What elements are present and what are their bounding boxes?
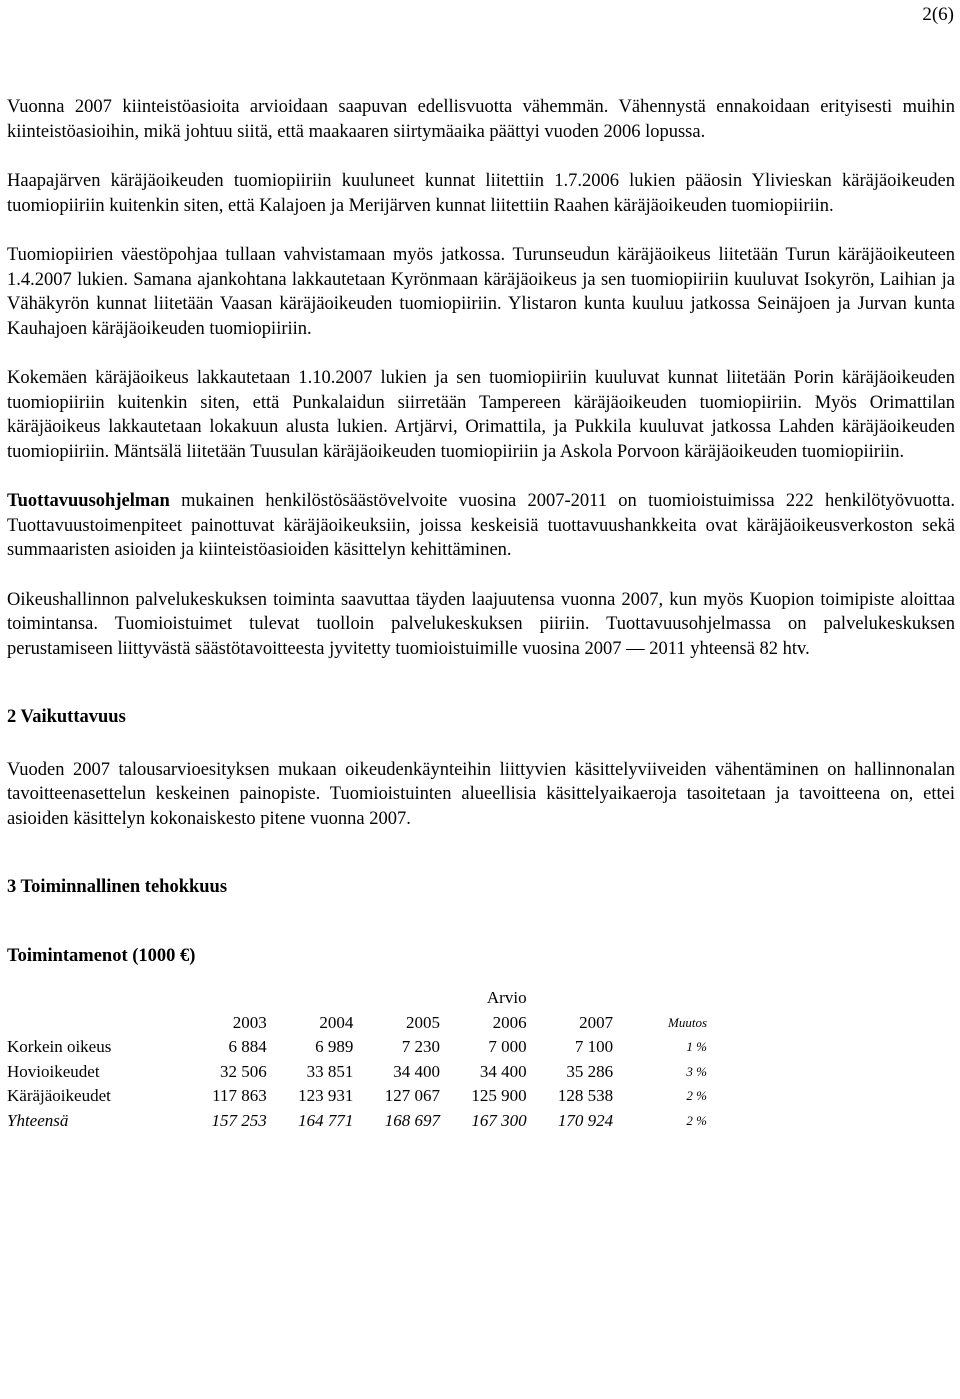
arvio-label: Arvio: [486, 988, 527, 1007]
row-label: Korkein oikeus: [7, 1037, 112, 1056]
muutos-cell: 2 %: [686, 1112, 707, 1128]
heading-vaikuttavuus: 2 Vaikuttavuus: [7, 707, 126, 727]
muutos-header: Muutos: [668, 1014, 707, 1030]
table-cell: 128 538: [557, 1086, 614, 1105]
table-cell: 7 100: [574, 1037, 614, 1056]
table-header-row: [7, 1011, 707, 1036]
toimintamenot-table: [7, 986, 707, 1133]
table-cell: 34 400: [393, 1061, 440, 1081]
year-header: 2004: [319, 1012, 354, 1032]
table-cell: 164 771: [298, 1110, 354, 1130]
table-cell: 168 697: [384, 1110, 440, 1130]
year-header: 2006: [492, 1012, 527, 1032]
heading-toiminnallinen-tehokkuus: 3 Toiminnallinen tehokkuus: [7, 877, 228, 897]
paragraph-tuottavuusohjelma: [7, 489, 955, 563]
paragraph-haapajarvi: Haapajärven käräjäoikeuden tuomiopiiriin kuuluneet kunnat liitettiin 1.7.2006 lukien pääosin Ylivieskan käräjäoikeuden tuomiopiiriin kuitenkin siten, että Kalajoen ja Merijärven kunnat liitettiin Raahen käräjäoikeuden tuomiopiiriin.: [7, 171, 955, 216]
row-label: Hovioikeudet: [7, 1061, 100, 1081]
table-cell: 32 506: [220, 1061, 267, 1081]
document-body: [7, 95, 955, 1133]
year-header: 2005: [405, 1012, 440, 1032]
table-total-row: [7, 1109, 707, 1134]
table-cell: 167 300: [471, 1110, 527, 1130]
table-row: [7, 1035, 707, 1060]
heading-toimintamenot: Toimintamenot (1000 €): [7, 945, 196, 966]
muutos-cell: 1 %: [686, 1039, 707, 1054]
table-cell: 34 400: [479, 1061, 527, 1081]
paragraph-kokemaki: Kokemäen käräjäoikeus lakkautetaan 1.10.2007 lukien ja sen tuomiopiiriin kuuluvat kunnat liitetään Porin käräjäoikeuden tuomiopiiriin kuitenkin siten, että Punkalaidun siirretään Tampereen käräjäoikeuden tuomiopiiriin. Myös Orimattilan käräjäoikeus lakkautetaan lokakuun alusta lukien. Artjärvi, Orimattila, ja Pukkila kuuluvat jatkossa Lahden käräjäoikeuden tuomiopiiriin. Mäntsälä liitetään Tuusulan käräjäoikeuden tuomiopiiriin ja Askola Porvoon käräjäoikeuden tuomiopiiriin.: [7, 368, 955, 462]
row-label: Yhteensä: [7, 1110, 69, 1130]
table-arvio-row: [7, 986, 707, 1011]
table-cell: 33 851: [306, 1061, 354, 1081]
paragraph-palvelukeskus: Oikeushallinnon palvelukeskuksen toiminta saavuttaa täyden laajuutensa vuonna 2007, kun myös Kuopion toimipiste aloittaa toimintansa. Tuomioistuimet tulevat tuolloin palvelukeskuksen piiriin. Tuottavuusohjelmassa on palvelukeskuksen perustamiseen liittyvästä säästötavoitteesta jyvitetty tuomioistuimille vuosina 2007 — 2011 yhteensä 82 htv.: [7, 589, 955, 659]
year-header: 2007: [579, 1012, 614, 1032]
paragraph-vaikuttavuus: Vuoden 2007 talousarvioesityksen mukaan oikeudenkäynteihin liittyvien käsittelyviiveiden vähentäminen on hallinnonalan tavoitteenasettelun keskeinen painopiste. Tuomioistuinten alueellisia käsittelyaikaeroja tasoitetaan ja tavoitteena on, ettei asioiden käsittelyn kokonaiskesto pitene vuonna 2007.: [7, 759, 955, 829]
tuottavuusohjelma-term: Tuottavuusohjelman: [7, 491, 170, 511]
page-number: 2(6): [922, 4, 954, 25]
paragraph-kiinteistoasiat: Vuonna 2007 kiinteistöasioita arvioidaan saapuvan edellisvuotta vähemmän. Vähennystä ennakoidaan erityisesti muihin kiinteistöasioihin, mikä johtuu siitä, että maakaaren siirtymäaika päättyi vuoden 2006 lopussa.: [7, 97, 955, 142]
table-cell: 127 067: [384, 1086, 440, 1105]
row-label: Käräjäoikeudet: [7, 1086, 111, 1105]
table-cell: 117 863: [212, 1086, 267, 1105]
muutos-cell: 2 %: [686, 1088, 707, 1103]
table-cell: 170 924: [557, 1110, 614, 1130]
muutos-cell: 3 %: [686, 1063, 707, 1079]
table-cell: 6 884: [228, 1037, 267, 1056]
table-row: [7, 1060, 707, 1085]
table-cell: 7 230: [401, 1037, 440, 1056]
table-cell: 123 931: [298, 1086, 354, 1105]
table-cell: 6 989: [315, 1037, 354, 1056]
table-row: [7, 1084, 707, 1109]
table-cell: 125 900: [471, 1086, 527, 1105]
table-cell: 157 253: [211, 1110, 267, 1130]
tuottavuusohjelma-text: mukainen henkilöstösäästövelvoite vuosina 2007-2011 on tuomioistuimissa 222 henkilötyövuotta. Tuottavuustoimenpiteet painottuvat käräjäoikeuksiin, joissa keskeisiä tuottavuushankkeita ovat käräjäoikeusverkoston sekä summaaristen asioiden ja kiinteistöasioiden käsittelyn kehittäminen.: [7, 491, 955, 560]
paragraph-vaestopohja: Tuomiopiirien väestöpohjaa tullaan vahvistamaan myös jatkossa. Turunseudun käräjäoikeus liitetään Turun käräjäoikeuteen 1.4.2007 lukien. Samana ajankohtana lakkautetaan Kyrönmaan käräjäoikeus ja sen tuomiopiiriin kuuluvat Isokyrön, Laihian ja Vähäkyrön kunnat liitetään Vaasan käräjäoikeuden tuomiopiiriin. Ylistaron kunta kuuluu jatkossa Seinäjoen ja Jurvan kunta Kauhajoen käräjäoikeuden tuomiopiiriin.: [7, 245, 955, 339]
year-header: 2003: [232, 1012, 267, 1032]
table-cell: 7 000: [488, 1037, 527, 1056]
table-cell: 35 286: [566, 1061, 614, 1081]
